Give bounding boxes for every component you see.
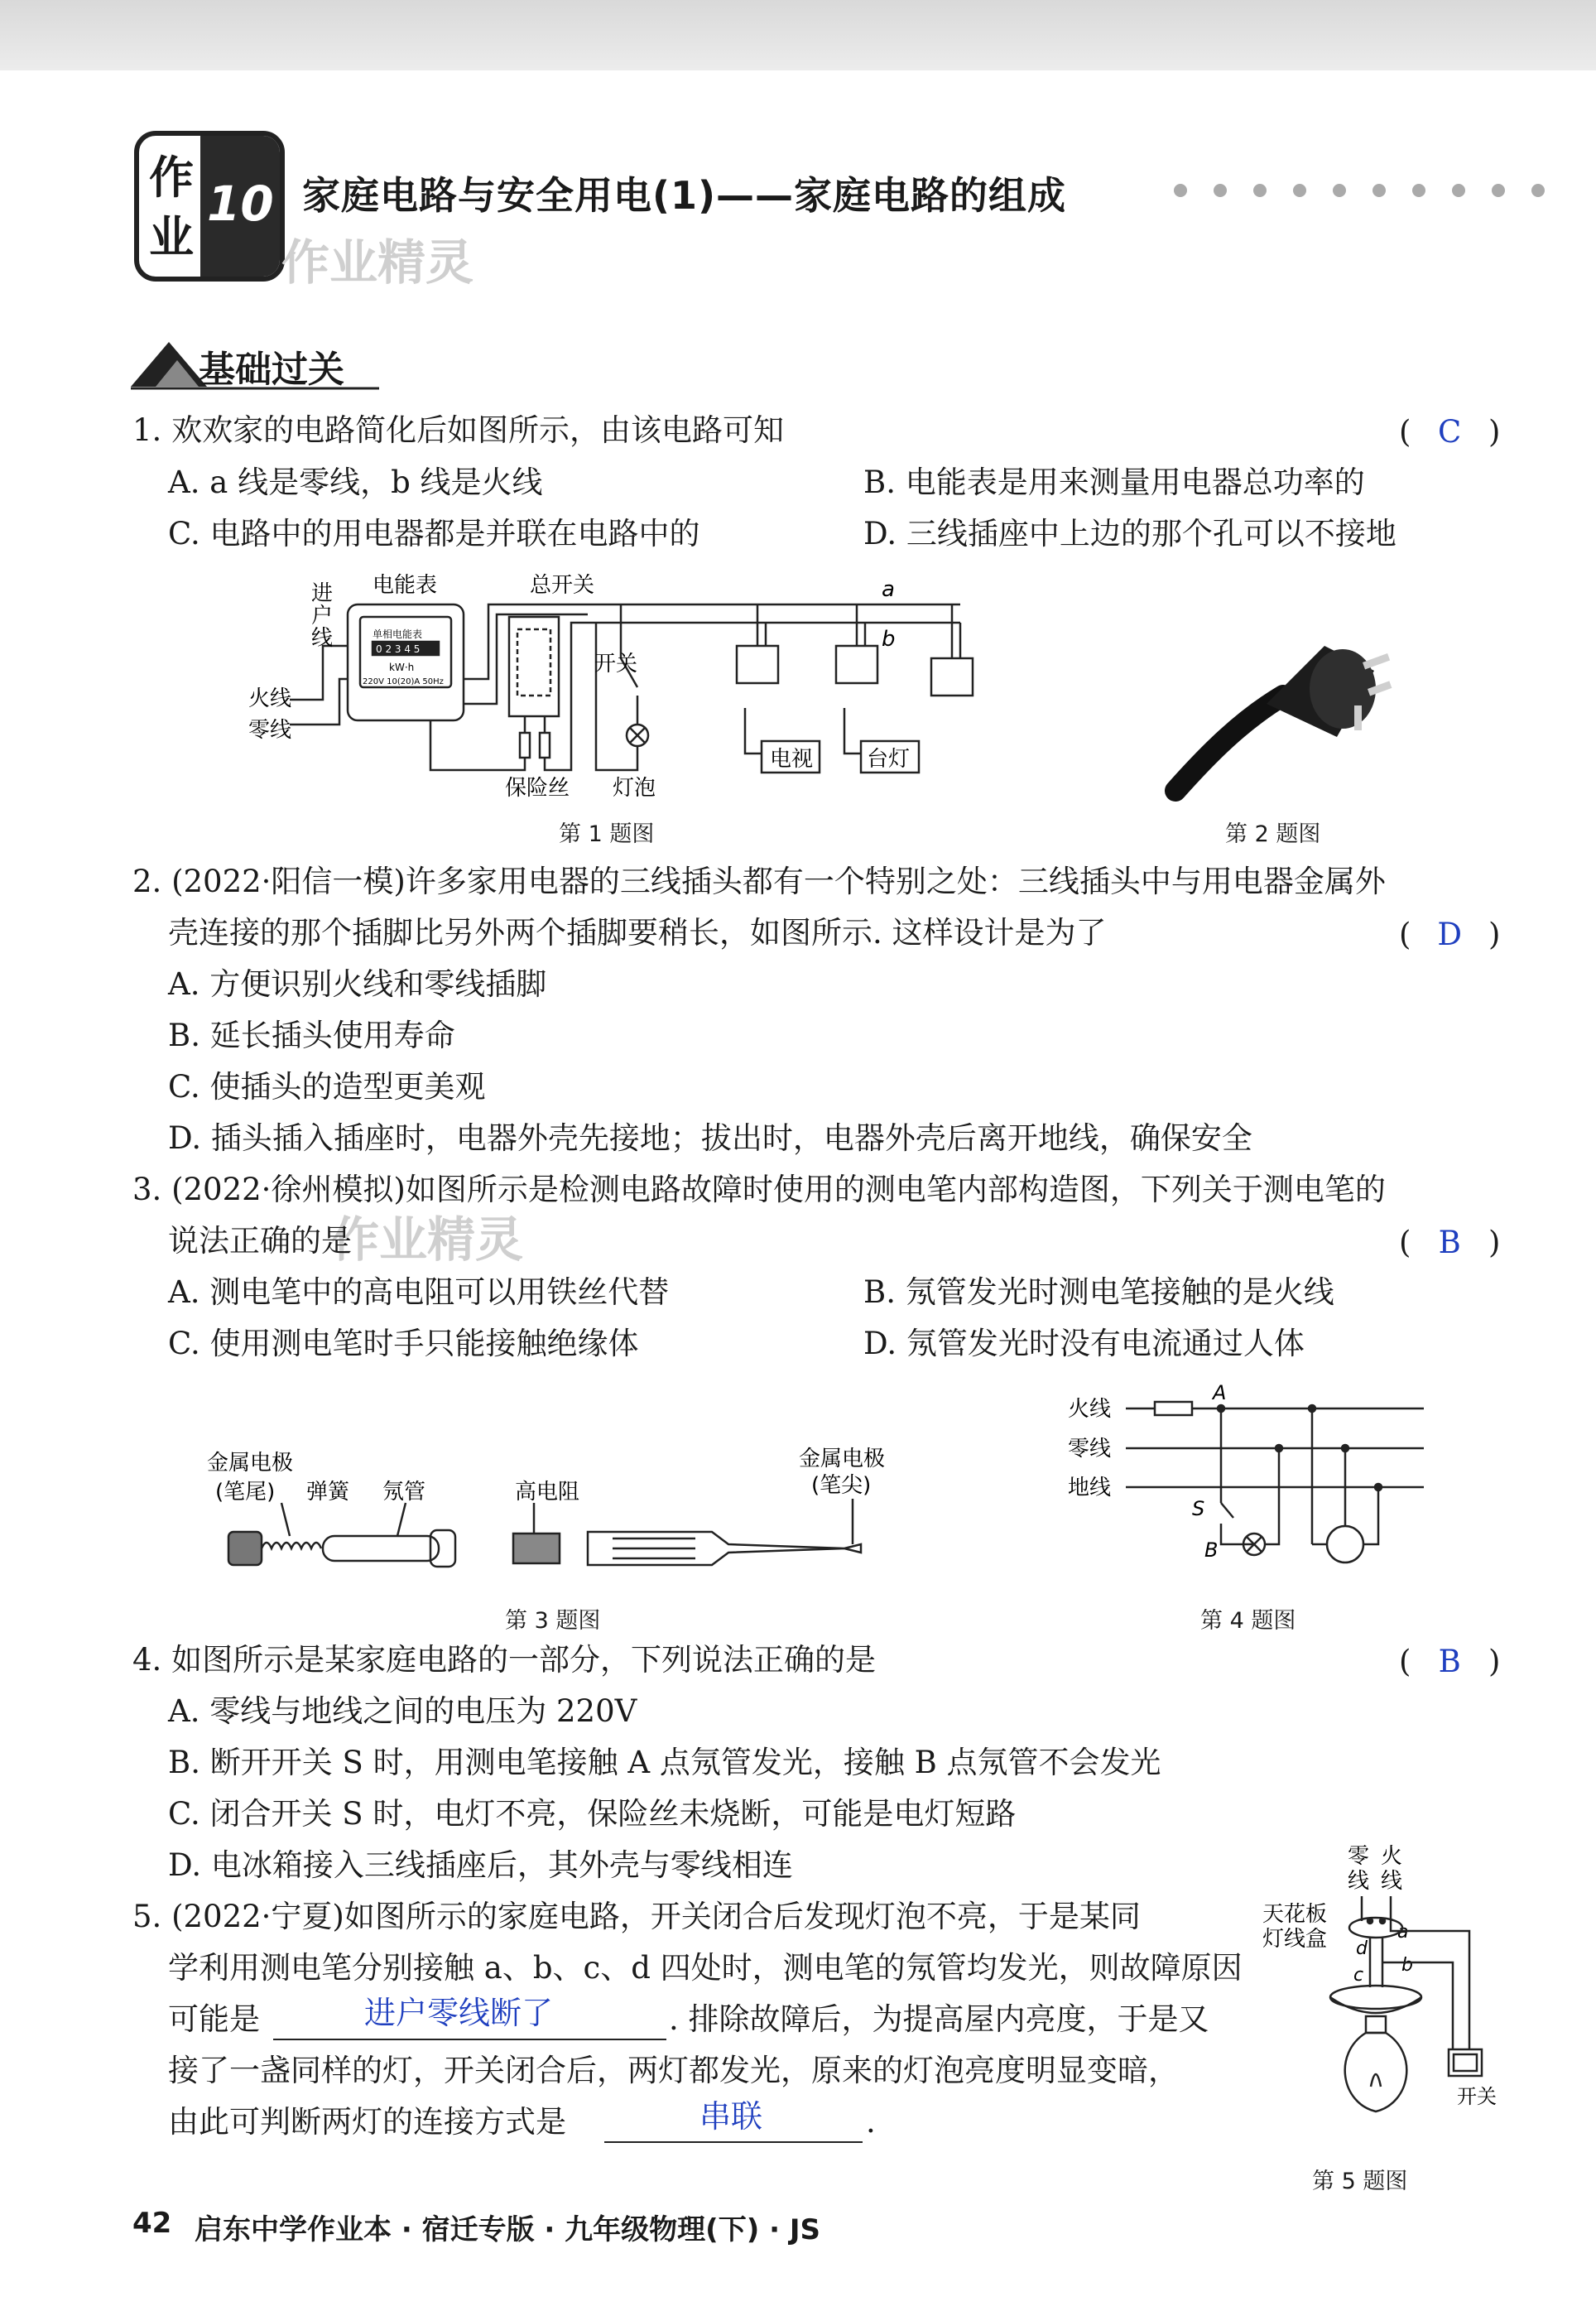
fig5-label-a: a (1397, 1922, 1409, 1943)
q4-stem: 4. 如图所示是某家庭电路的一部分，下列说法正确的是 (132, 1642, 877, 1678)
q2-option-d: D. 插头插入插座时，电器外壳先接地；拔出时，电器外壳后离开地线，确保安全 (168, 1120, 1252, 1156)
figure-2-plug (1159, 613, 1407, 803)
fig4-label-a: A (1213, 1381, 1227, 1404)
fig4-label-neutral: 零线 (1068, 1437, 1112, 1461)
fig5-label-b: b (1401, 1955, 1413, 1976)
fig3-label-tail: (笔尾) (215, 1480, 276, 1505)
fig3-label-tip: (笔尖) (811, 1473, 872, 1498)
q3-option-a: A. 测电笔中的高电阻可以用铁丝代替 (168, 1274, 670, 1310)
figure-1-circuit (240, 563, 985, 811)
fig1-label-hu: 户 (311, 604, 334, 628)
fig1-label-meter: 电能表 (373, 573, 438, 598)
socket-1 (737, 646, 778, 683)
footer-text: 启东中学作业本 · 宿迁专版 · 九年级物理(下) · JS (195, 2213, 820, 2246)
q5-line-3-post: . 排除故障后，为提高屋内亮度，于是又 (669, 2001, 1209, 2037)
q5-blank-2-line (604, 2141, 863, 2143)
fig5-label-ling: 零 (1348, 1844, 1370, 1869)
q2-answer-bracket: ( D ) (1399, 917, 1501, 952)
figure-4-circuit (1060, 1379, 1440, 1577)
fig1-label-bulb: 灯泡 (613, 776, 656, 801)
socket-2 (836, 646, 877, 683)
q5-line-4: 接了一盏同样的灯，开关闭合后，两灯都发光，原来的灯泡亮度明显变暗， (168, 2053, 1179, 2088)
q3-stem-line2: 说法正确的是 (168, 1223, 352, 1259)
q3-option-b: B. 氖管发光时测电笔接触的是火线 (863, 1274, 1334, 1310)
q1-stem: 1. 欢欢家的电路简化后如图所示，由该电路可知 (132, 412, 785, 448)
q2-stem-line1: 2. (2022·阳信一模)许多家用电器的三线插头都有一个特别之处：三线插头中与用电器金属外 (132, 864, 1386, 899)
q5-blank-2-answer: 串联 (699, 2098, 763, 2135)
fig5-label-lamp-box: 灯线盒 (1262, 1927, 1328, 1952)
fig4-fuse (1155, 1402, 1192, 1415)
fig1-label-desk-lamp: 台灯 (867, 747, 911, 772)
fig3-label-neon: 氖管 (382, 1480, 426, 1505)
watermark-mid: 作业精灵 (331, 1211, 524, 1268)
q4-option-c: C. 闭合开关 S 时，电灯不亮，保险丝未烧断，可能是电灯短路 (168, 1796, 1017, 1832)
q3-answer-bracket: ( B ) (1399, 1225, 1501, 1260)
q5-line-5-pre: 由此可判断两灯的连接方式是 (168, 2104, 566, 2140)
q5-blank-1-line (273, 2039, 666, 2040)
q2-option-b: B. 延长插头使用寿命 (168, 1018, 455, 1053)
q3-option-d: D. 氖管发光时没有电流通过人体 (863, 1326, 1305, 1361)
q4-option-b: B. 断开开关 S 时，用测电笔接触 A 点氖管发光，接触 B 点氖管不会发光 (168, 1745, 1161, 1780)
fig1-meter-unit: kW·h (389, 662, 415, 673)
fig4-label-ground: 地线 (1068, 1476, 1112, 1500)
q4-answer-bracket: ( B ) (1399, 1644, 1501, 1679)
fig3-label-resistor: 高电阻 (515, 1480, 580, 1505)
page-title: 家庭电路与安全用电(1)——家庭电路的组成 (302, 173, 1067, 218)
figure-1-caption: 第 1 题图 (559, 821, 655, 847)
fig1-label-xian: 线 (311, 626, 334, 651)
badge-char-2: 业 (149, 210, 194, 263)
q4-option-a: A. 零线与地线之间的电压为 220V (168, 1693, 637, 1729)
section-title: 基础过关 (199, 349, 344, 391)
socket-3 (931, 658, 973, 696)
fig4-socket (1327, 1526, 1363, 1562)
fig5-label-ling-xian: 线 (1348, 1869, 1370, 1894)
q2-option-c: C. 使插头的造型更美观 (168, 1069, 486, 1105)
fig1-label-neutral: 零线 (248, 718, 292, 743)
figure-4-caption: 第 4 题图 (1200, 1608, 1296, 1634)
fig4-label-live: 火线 (1068, 1397, 1112, 1422)
title-dots (1174, 184, 1571, 200)
q1-option-d: D. 三线插座中上边的那个孔可以不接地 (863, 516, 1396, 551)
q3-option-c: C. 使用测电笔时手只能接触绝缘体 (168, 1326, 639, 1361)
q3-answer: B (1438, 1225, 1461, 1260)
badge-number: 10 (207, 176, 274, 232)
fig1-label-b: b (882, 627, 896, 652)
fig1-label-switch: 开关 (594, 652, 637, 677)
fig5-label-ceiling: 天花板 (1262, 1902, 1328, 1927)
badge-char-1: 作 (149, 151, 194, 204)
fig1-meter-name: 单相电能表 (373, 628, 423, 640)
fig1-label-tv: 电视 (770, 747, 814, 772)
q2-answer: D (1437, 917, 1463, 952)
fig3-label-tail-electrode: 金属电极 (207, 1451, 294, 1476)
fig5-label-huo-xian: 线 (1381, 1869, 1403, 1894)
q4-option-d: D. 电冰箱接入三线插座后，其外壳与零线相连 (168, 1847, 793, 1883)
q1-option-a: A. a 线是零线，b 线是火线 (168, 465, 543, 500)
fig4-label-s: S (1192, 1497, 1205, 1520)
fig5-label-switch: 开关 (1457, 2085, 1497, 2108)
q1-answer: C (1438, 414, 1462, 450)
q5-line-1: 5. (2022·宁夏)如图所示的家庭电路，开关闭合后发现灯泡不亮，于是某同 (132, 1899, 1141, 1934)
fig5-label-huo: 火 (1381, 1844, 1403, 1869)
figure-5-caption: 第 5 题图 (1312, 2169, 1408, 2194)
fig1-label-a: a (882, 577, 895, 602)
q2-option-a: A. 方便识别火线和零线插脚 (168, 966, 547, 1002)
homework-badge (134, 131, 285, 282)
q5-blank-1-answer: 进户零线断了 (364, 1995, 554, 2031)
q4-answer: B (1438, 1644, 1461, 1679)
q5-line-3-pre: 可能是 (168, 2001, 260, 2037)
q5-line-5-post: . (866, 2104, 876, 2140)
fig3-label-tip-electrode: 金属电极 (799, 1447, 886, 1471)
fig5-label-c: c (1353, 1965, 1364, 1986)
q3-stem-line1: 3. (2022·徐州模拟)如图所示是检测电路故障时使用的测电笔内部构造图，下列关于测电笔的 (132, 1172, 1386, 1207)
fuse-1 (520, 733, 530, 758)
page-number: 42 (132, 2207, 172, 2240)
figure-3-caption: 第 3 题图 (505, 1608, 601, 1634)
fig1-label-main-switch: 总开关 (530, 573, 595, 598)
figure-3-test-pen (199, 1441, 894, 1582)
fig5-lamp-box (1349, 1918, 1402, 1938)
fig4-label-b: B (1204, 1538, 1219, 1562)
fig1-label-live: 火线 (248, 686, 292, 711)
fig1-label-fuse: 保险丝 (505, 776, 570, 801)
q1-option-b: B. 电能表是用来测量用电器总功率的 (863, 465, 1365, 500)
fig1-meter-digits: 0 2 3 4 5 (376, 643, 421, 655)
q2-stem-line2: 壳连接的那个插脚比另外两个插脚要稍长，如图所示. 这样设计是为了 (168, 915, 1107, 951)
q1-option-c: C. 电路中的用电器都是并联在电路中的 (168, 516, 700, 551)
q1-answer-bracket: ( C ) (1399, 414, 1501, 450)
figure-2-caption: 第 2 题图 (1225, 821, 1321, 847)
fig5-label-d: d (1356, 1938, 1368, 1959)
scan-top-shadow (0, 0, 1596, 70)
watermark-top: 作业精灵 (281, 234, 474, 291)
figure-5-ceiling-lamp (1250, 1838, 1515, 2153)
fig3-label-spring: 弹簧 (306, 1480, 350, 1505)
fig1-label-jin: 进 (311, 581, 334, 606)
fuse-2 (540, 733, 550, 758)
fig1-meter-spec: 220V 10(20)A 50Hz (363, 677, 444, 686)
q5-line-2: 学利用测电笔分别接触 a、b、c、d 四处时，测电笔的氖管均发光，则故障原因 (168, 1950, 1243, 1986)
